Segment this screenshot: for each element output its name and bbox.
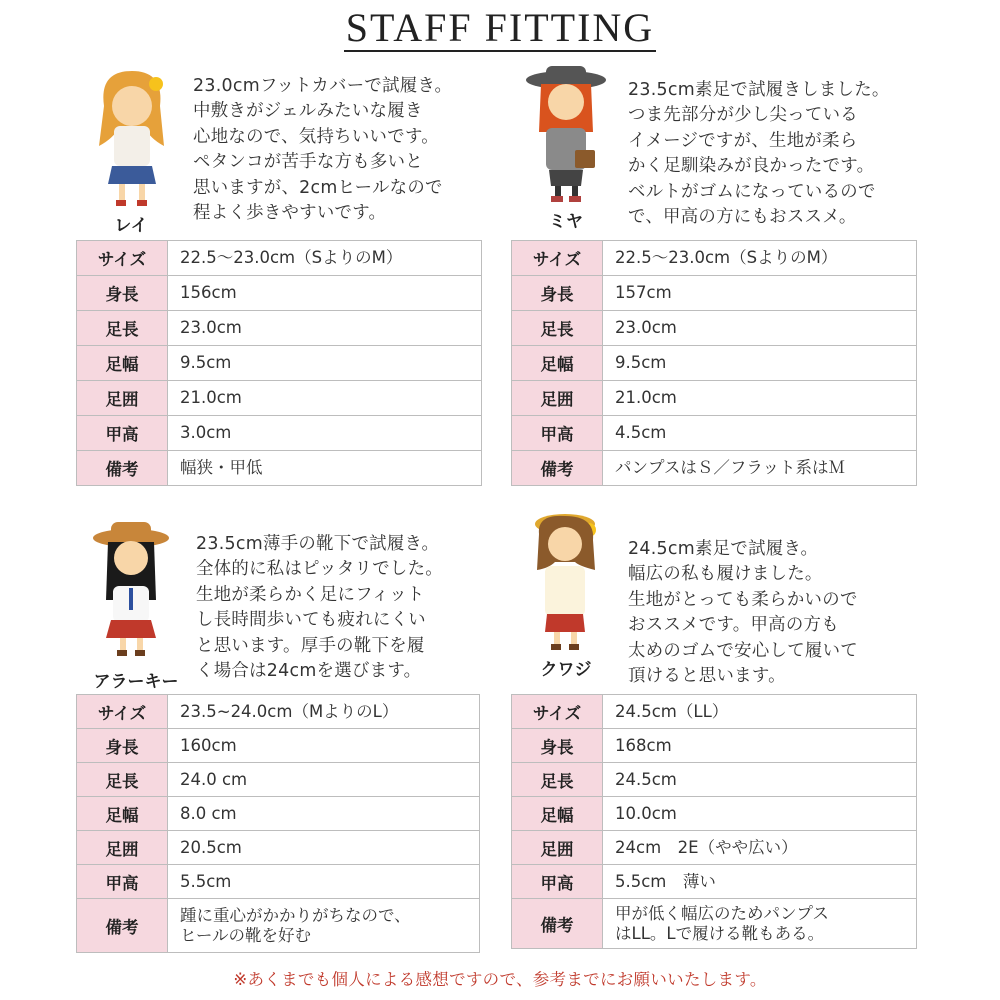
- text-line: 23.5~24.0cm（MよりのL）: [180, 701, 399, 721]
- text-line: イメージですが、生地が柔ら: [628, 130, 858, 151]
- text-line: 20.5cm: [180, 837, 242, 857]
- spec-value: [603, 899, 917, 949]
- spec-value: [603, 865, 917, 899]
- spec-label: 足幅: [512, 797, 603, 831]
- spec-value: [168, 797, 480, 831]
- spec-row-notes: [512, 451, 917, 486]
- spec-row-foot-girth: [512, 381, 917, 416]
- spec-value: [603, 695, 917, 729]
- text-line: 24.0 cm: [180, 769, 248, 789]
- spec-table: [511, 694, 917, 949]
- text-line: ベルトがゴムになっているので: [628, 181, 876, 202]
- text-line: く場合は24cmを選びます。: [196, 661, 422, 682]
- spec-table: [76, 240, 482, 486]
- spec-value: [168, 899, 480, 953]
- spec-row-foot-width: [512, 797, 917, 831]
- spec-row-notes: [77, 451, 482, 486]
- avatar-illustration: [519, 62, 614, 207]
- staff-name: レイ: [114, 216, 148, 236]
- spec-row-foot-girth: [512, 831, 917, 865]
- spec-row-foot-length: [77, 311, 482, 346]
- spec-label: サイズ: [77, 241, 168, 276]
- text-line: ペタンコが苦手な方も多いと: [193, 152, 423, 173]
- spec-value: [168, 381, 482, 416]
- text-line: 5.5cm: [180, 871, 232, 891]
- text-line: 21.0cm: [180, 388, 242, 407]
- spec-label: 足長: [512, 763, 603, 797]
- spec-label: 足囲: [512, 831, 603, 865]
- spec-row-instep: [77, 865, 480, 899]
- disclaimer-note: ※あくまでも個人による感想ですので、参考までにお願いいたします。: [233, 970, 767, 989]
- spec-row-foot-width: [77, 797, 480, 831]
- spec-row-notes: [77, 899, 480, 953]
- text-line: 程よく歩きやすいです。: [193, 203, 387, 224]
- spec-row-foot-girth: [77, 381, 482, 416]
- spec-value: [603, 311, 917, 346]
- spec-value: [168, 729, 480, 763]
- text-line: 24cm 2E（やや広い）: [615, 837, 798, 857]
- text-line: 23.0cm: [615, 318, 677, 337]
- spec-value: [603, 763, 917, 797]
- text-line: 幅狭・甲低: [180, 458, 263, 477]
- spec-value: [603, 276, 917, 311]
- text-line: 踵に重心がかかりがちなので、: [180, 905, 411, 925]
- spec-value: [168, 276, 482, 311]
- text-line: 心地なので、気持ちいいです。: [193, 126, 439, 147]
- spec-label: 備考: [512, 451, 603, 486]
- spec-value: [168, 865, 480, 899]
- text-line: 160cm: [180, 735, 237, 755]
- spec-label: サイズ: [512, 695, 603, 729]
- text-line: はLL。Lで履ける靴もある。: [615, 923, 825, 943]
- text-line: 中敷きがジェルみたいな履き: [193, 101, 423, 122]
- text-line: パンプスはＳ／フラット系はＭ: [615, 458, 846, 477]
- spec-row-size: [77, 241, 482, 276]
- spec-row-instep: [512, 416, 917, 451]
- text-line: 甲が低く幅広のためパンプス: [615, 903, 829, 923]
- text-line: 23.5cm素足で試履きしました。: [628, 80, 890, 100]
- text-line: おススメです。甲高の方も: [628, 615, 839, 636]
- spec-row-notes: [512, 899, 917, 949]
- text-line: 22.5～23.0cm（SよりのM）: [615, 248, 838, 267]
- spec-label: サイズ: [77, 695, 168, 729]
- spec-row-foot-width: [77, 346, 482, 381]
- spec-label: 足幅: [77, 797, 168, 831]
- staff-comment: [196, 532, 511, 684]
- avatar-illustration: [84, 66, 179, 211]
- spec-row-instep: [77, 416, 482, 451]
- staff-name: アラーキー: [93, 672, 179, 692]
- text-line: 9.5cm: [615, 353, 667, 372]
- spec-table: [76, 694, 480, 953]
- avatar-illustration: [519, 510, 614, 655]
- spec-value: [603, 416, 917, 451]
- spec-row-size: [77, 695, 480, 729]
- spec-label: 備考: [77, 451, 168, 486]
- spec-label: 甲高: [77, 416, 168, 451]
- spec-label: 身長: [512, 729, 603, 763]
- spec-value: [603, 451, 917, 486]
- text-line: ヒールの靴を好む: [180, 925, 312, 945]
- spec-label: サイズ: [512, 241, 603, 276]
- spec-row-foot-length: [77, 763, 480, 797]
- spec-value: [603, 797, 917, 831]
- spec-value: [603, 346, 917, 381]
- spec-value: [603, 241, 917, 276]
- spec-label: 足囲: [77, 831, 168, 865]
- spec-label: 足囲: [512, 381, 603, 416]
- text-line: 3.0cm: [180, 423, 232, 442]
- staff-avatar-kuwaji: [511, 510, 621, 680]
- staff-name: クワジ: [540, 660, 592, 680]
- text-line: 思いますが、2cmヒールなので: [193, 177, 443, 198]
- staff-avatar-miya: [511, 62, 621, 232]
- text-line: 生地がとっても柔らかいので: [628, 589, 858, 610]
- staff-avatar-rei: [76, 66, 186, 236]
- spec-row-foot-girth: [77, 831, 480, 865]
- spec-value: [168, 451, 482, 486]
- spec-value: [603, 729, 917, 763]
- text-line: 168cm: [615, 735, 672, 755]
- staff-comment: [628, 78, 943, 230]
- spec-label: 甲高: [77, 865, 168, 899]
- spec-label: 備考: [512, 899, 603, 949]
- text-line: つま先部分が少し尖っている: [628, 105, 858, 126]
- avatar-illustration: [84, 516, 179, 661]
- spec-value: [603, 831, 917, 865]
- spec-row-foot-width: [512, 346, 917, 381]
- spec-value: [168, 416, 482, 451]
- spec-label: 足幅: [512, 346, 603, 381]
- spec-row-foot-length: [512, 311, 917, 346]
- spec-row-height: [77, 276, 482, 311]
- text-line: 幅広の私も履けました。: [628, 564, 823, 585]
- spec-label: 足囲: [77, 381, 168, 416]
- staff-name: ミヤ: [549, 212, 583, 232]
- staff-avatar-arakii: [76, 516, 191, 692]
- text-line: 9.5cm: [180, 353, 232, 372]
- spec-label: 甲高: [512, 416, 603, 451]
- text-line: 24.5cm素足で試履き。: [628, 539, 819, 559]
- page-title: STAFF FITTING: [345, 5, 655, 50]
- text-line: で、甲高の方にもおススメ。: [628, 207, 857, 228]
- spec-value: [168, 763, 480, 797]
- spec-value: [168, 831, 480, 865]
- spec-value: [168, 346, 482, 381]
- spec-value: [168, 241, 482, 276]
- spec-row-height: [77, 729, 480, 763]
- spec-label: 身長: [77, 729, 168, 763]
- spec-row-height: [512, 729, 917, 763]
- spec-label: 甲高: [512, 865, 603, 899]
- spec-value: [168, 311, 482, 346]
- spec-row-size: [512, 241, 917, 276]
- text-line: 24.5cm: [615, 769, 677, 789]
- text-line: 太めのゴムで安心して履いて: [628, 640, 858, 661]
- text-line: 8.0 cm: [180, 803, 237, 823]
- text-line: 10.0cm: [615, 803, 677, 823]
- text-line: 頂けると思います。: [628, 666, 786, 687]
- spec-label: 足長: [77, 763, 168, 797]
- text-line: 21.0cm: [615, 388, 677, 407]
- spec-label: 足長: [512, 311, 603, 346]
- staff-comment: [193, 74, 508, 226]
- text-line: 全体的に私はピッタリでした。: [196, 559, 443, 580]
- text-line: 23.0cmフットカバーで試履き。: [193, 76, 453, 96]
- staff-comment: [628, 537, 943, 689]
- text-line: と思います。厚手の靴下を履: [196, 635, 425, 656]
- spec-row-foot-length: [512, 763, 917, 797]
- text-line: 156cm: [180, 283, 237, 302]
- text-line: 23.5cm薄手の靴下で試履き。: [196, 534, 440, 554]
- spec-label: 備考: [77, 899, 168, 953]
- spec-row-instep: [512, 865, 917, 899]
- text-line: かく足馴染みが良かったです。: [628, 156, 875, 177]
- text-line: 4.5cm: [615, 423, 667, 442]
- text-line: 157cm: [615, 283, 672, 302]
- text-line: 23.0cm: [180, 318, 242, 337]
- text-line: し長時間歩いても疲れにくい: [196, 610, 426, 631]
- text-line: 生地が柔らかく足にフィット: [196, 584, 425, 605]
- text-line: 5.5cm 薄い: [615, 871, 716, 891]
- spec-value: [168, 695, 480, 729]
- spec-row-size: [512, 695, 917, 729]
- spec-label: 足長: [77, 311, 168, 346]
- text-line: 22.5～23.0cm（SよりのM）: [180, 248, 403, 267]
- spec-row-height: [512, 276, 917, 311]
- spec-table: [511, 240, 917, 486]
- spec-label: 足幅: [77, 346, 168, 381]
- spec-label: 身長: [77, 276, 168, 311]
- spec-value: [603, 381, 917, 416]
- text-line: 24.5cm（LL）: [615, 701, 729, 721]
- spec-label: 身長: [512, 276, 603, 311]
